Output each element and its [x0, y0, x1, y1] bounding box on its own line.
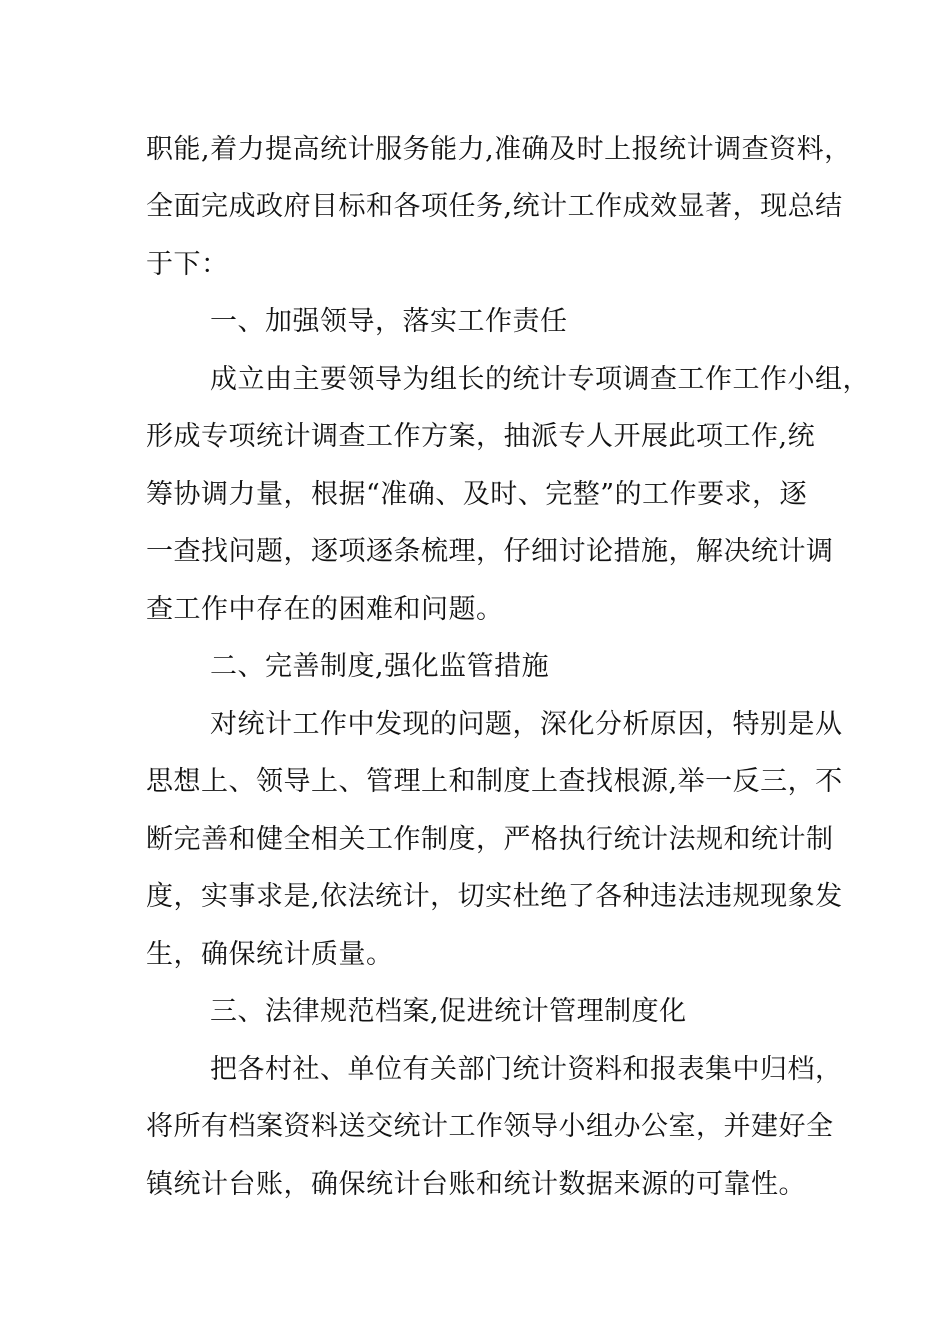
body-text-line: 筹协调力量，根据“准确、及时、完整”的工作要求，逐 — [146, 479, 808, 510]
body-text-line: 生，确保统计质量。 — [146, 939, 394, 970]
body-text-line: 对统计工作中发现的问题，深化分析原因，特别是从 — [210, 709, 843, 740]
section-heading-3: 三、法律规范档案,促进统计管理制度化 — [210, 996, 687, 1027]
section-heading-2: 二、完善制度,强化监管措施 — [210, 651, 550, 682]
body-text-line: 把各村社、单位有关部门统计资料和报表集中归档， — [210, 1054, 843, 1085]
body-text-line: 度，实事求是,依法统计，切实杜绝了各种违法违规现象发 — [146, 881, 843, 912]
body-text-line: 镇统计台账，确保统计台账和统计数据来源的可靠性。 — [146, 1169, 806, 1200]
body-text-line: 成立由主要领导为组长的统计专项调查工作工作小组， — [210, 364, 870, 395]
body-text-line: 全面完成政府目标和各项任务,统计工作成效显著，现总结 — [146, 191, 843, 222]
body-text-line: 思想上、领导上、管理上和制度上查找根源,举一反三，不 — [146, 766, 843, 797]
body-text-line: 将所有档案资料送交统计工作领导小组办公室，并建好全 — [146, 1111, 834, 1142]
body-text-line: 形成专项统计调查工作方案，抽派专人开展此项工作,统 — [146, 421, 816, 452]
body-text-line: 职能,着力提高统计服务能力,准确及时上报统计调查资料， — [146, 134, 852, 165]
section-heading-1: 一、加强领导，落实工作责任 — [210, 306, 568, 337]
body-text-line: 于下： — [146, 249, 229, 280]
body-text-line: 一查找问题，逐项逐条梳理，仔细讨论措施，解决统计调 — [146, 536, 834, 567]
body-text-line: 断完善和健全相关工作制度，严格执行统计法规和统计制 — [146, 824, 834, 855]
body-text-line: 查工作中存在的困难和问题。 — [146, 594, 504, 625]
